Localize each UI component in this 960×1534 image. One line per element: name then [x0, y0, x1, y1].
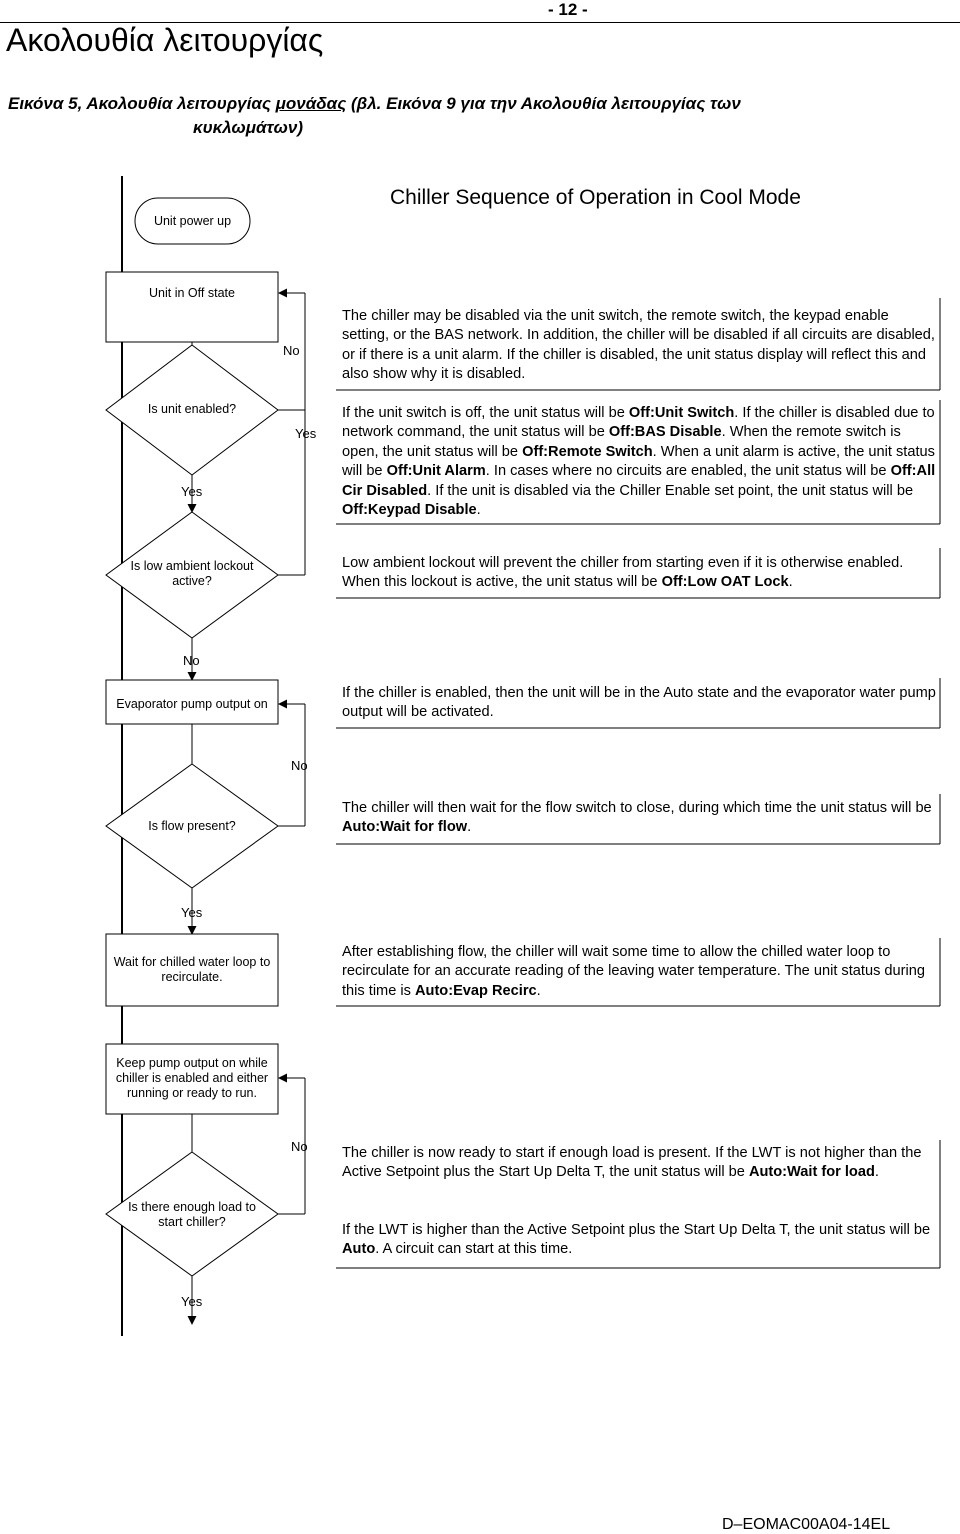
caption-text: Εικόνα 5, Ακολουθία λειτουργίας — [8, 94, 276, 113]
description-disable-sources: The chiller may be disabled via the unit switch, the remote switch, the keypad enable setting, or the BAS network. In addition, the chiller will be disabled if all circuits are disabled, or if there is a unit alarm. If the chiller is disabled, the unit status display will reflect this and also show why it is disabled. — [342, 308, 935, 383]
node-is-low-ambient-lockout: Is low ambient lockout active? — [130, 559, 254, 588]
node-off-state-shape — [106, 272, 278, 342]
label-no-flow: No — [291, 758, 308, 773]
label-no-lockout: No — [183, 653, 200, 668]
node-unit-off-state: Unit in Off state — [149, 286, 235, 300]
description-low-ambient-lockout: Low ambient lockout will prevent the chiller from starting even if it is otherwise enabled. When this lockout is active, the unit status will be Off:Low OAT Lock. — [342, 555, 904, 591]
label-no-unit-enabled: No — [283, 343, 300, 358]
node-is-there-enough-load: Is there enough load to start chiller? — [128, 1200, 256, 1229]
node-keep-pump-output-on: Keep pump output on while chiller is enabled and either running or ready to run. — [115, 1056, 269, 1100]
description-auto-state: If the chiller is enabled, then the unit will be in the Auto state and the evaporator water pump output will be activated. — [342, 685, 936, 721]
caption-text-2: (βλ. Εικόνα 9 για την Ακολουθία λειτουργίας των — [346, 94, 741, 113]
node-is-unit-enabled: Is unit enabled? — [147, 402, 237, 416]
chart-title: Chiller Sequence of Operation in Cool Mode — [390, 186, 801, 209]
description-wait-for-load: The chiller is now ready to start if enough load is present. If the LWT is not higher than the Active Setpoint plus the Start Up Delta T, the unit status will be Auto:Wait for load. — [342, 1145, 922, 1181]
label-yes-flow: Yes — [181, 905, 203, 920]
label-no-load: No — [291, 1139, 308, 1154]
label-yes-load: Yes — [181, 1294, 203, 1309]
label-yes-unit-enabled-down: Yes — [181, 484, 203, 499]
caption-underlined: μονάδας — [275, 94, 347, 113]
description-evap-recirc: After establishing flow, the chiller will wait some time to allow the chilled water loop to recirculate for an accurate reading of the leaving water temperature. The unit status during this time is Auto:Evap Recirc. — [342, 944, 925, 999]
caption-line-2: κυκλωμάτων) — [193, 118, 303, 137]
description-auto-start: If the LWT is higher than the Active Setpoint plus the Start Up Delta T, the unit status will be Auto. A circuit can start at this time. — [342, 1222, 931, 1258]
document-code: D–EOMAC00A04-14EL — [722, 1516, 891, 1533]
label-yes-unit-enabled-right: Yes — [295, 426, 317, 441]
page-number: - 12 - — [548, 0, 588, 19]
node-evaporator-pump-output: Evaporator pump output on — [116, 697, 268, 711]
node-is-flow-present: Is flow present? — [148, 819, 236, 833]
node-unit-power-up: Unit power up — [153, 214, 232, 228]
description-off-statuses: If the unit switch is off, the unit status will be Off:Unit Switch. If the chiller is disabled due to network command, the unit status will be Off:BAS Disable. When the remote switch is open, the unit status will be Off:Remote Switch. When a unit alarm is active, the unit status will be Off:Unit Alarm. In cases where no circuits are enabled, the unit status will be Off:All Cir Disabled. If the unit is disabled via the Chiller Enable set point, the unit status will be Off:Keypad Disable. — [342, 405, 936, 519]
page-title: Ακολουθία λειτουργίας — [6, 22, 324, 58]
description-wait-for-flow: The chiller will then wait for the flow switch to close, during which time the unit status will be Auto:Wait for flow. — [342, 800, 932, 836]
node-wait-for-recirculation: Wait for chilled water loop to recirculate. — [113, 955, 271, 984]
